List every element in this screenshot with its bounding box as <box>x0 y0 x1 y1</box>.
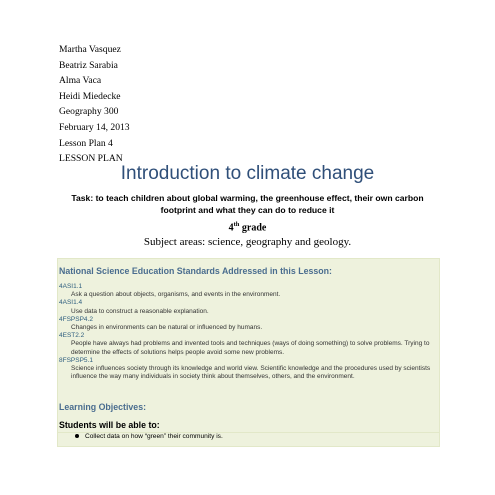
standard-code: 4ASI1.4 <box>59 299 83 307</box>
date-line: February 14, 2013 <box>59 121 130 133</box>
author-line: Heidi Miedecke <box>59 90 121 102</box>
lesson-number-line: Lesson Plan 4 <box>59 137 113 149</box>
standards-heading: National Science Education Standards Addressed in this Lesson: <box>59 266 332 276</box>
author-line: Martha Vasquez <box>59 44 121 55</box>
grade-word: grade <box>241 222 267 234</box>
standard-description: Science influences society through its knowledge and world view. Scientific knowledge and the procedures used by scientists influence the way many individuals in society think about themselves, others, and the environment. <box>71 365 431 381</box>
objective-text: Collect data on how “green” their community is. <box>85 433 223 440</box>
author-line: Beatriz Sarabia <box>59 59 118 71</box>
standard-code: 4FSPSP4.2 <box>59 315 93 323</box>
standard-description: People have always had problems and invented tools and techniques (ways of doing something) to solve problems. Trying to determine the effects of solutions helps people avoid some new problems. <box>71 340 430 356</box>
task-statement: Task: to teach children about global warming, the greenhouse effect, their own carbon footprint and what they can do to reduce it <box>71 193 424 215</box>
objective-bullet-item <box>75 433 223 440</box>
students-able-heading: Students will be able to: <box>59 420 160 430</box>
standard-code: 4ASI1.1 <box>59 283 83 290</box>
standard-description: Ask a question about objects, organisms, and events in the environment. <box>71 291 281 299</box>
grade-level <box>0 221 495 233</box>
author-line: Alma Vaca <box>59 75 102 87</box>
grade-suffix: th <box>233 221 240 228</box>
learning-objectives-heading: Learning Objectives: <box>59 402 147 412</box>
grade-number: 4 <box>228 222 234 234</box>
document-title: Introduction to climate change <box>120 163 375 184</box>
standard-description: Use data to construct a reasonable explanation. <box>71 307 209 315</box>
subject-areas: Subject areas: science, geography and geology. <box>143 236 352 248</box>
standard-description: Changes in environments can be natural or influenced by humans. <box>71 324 263 332</box>
course-line: Geography 300 <box>59 106 119 118</box>
standard-code: 4EST2.2 <box>59 332 85 340</box>
bullet-dot-icon <box>75 434 79 438</box>
author-header <box>59 42 130 167</box>
standards-list <box>59 283 439 381</box>
standard-code: 8FSPSP5.1 <box>59 356 93 364</box>
lesson-plan-label: LESSON PLAN <box>59 153 123 165</box>
